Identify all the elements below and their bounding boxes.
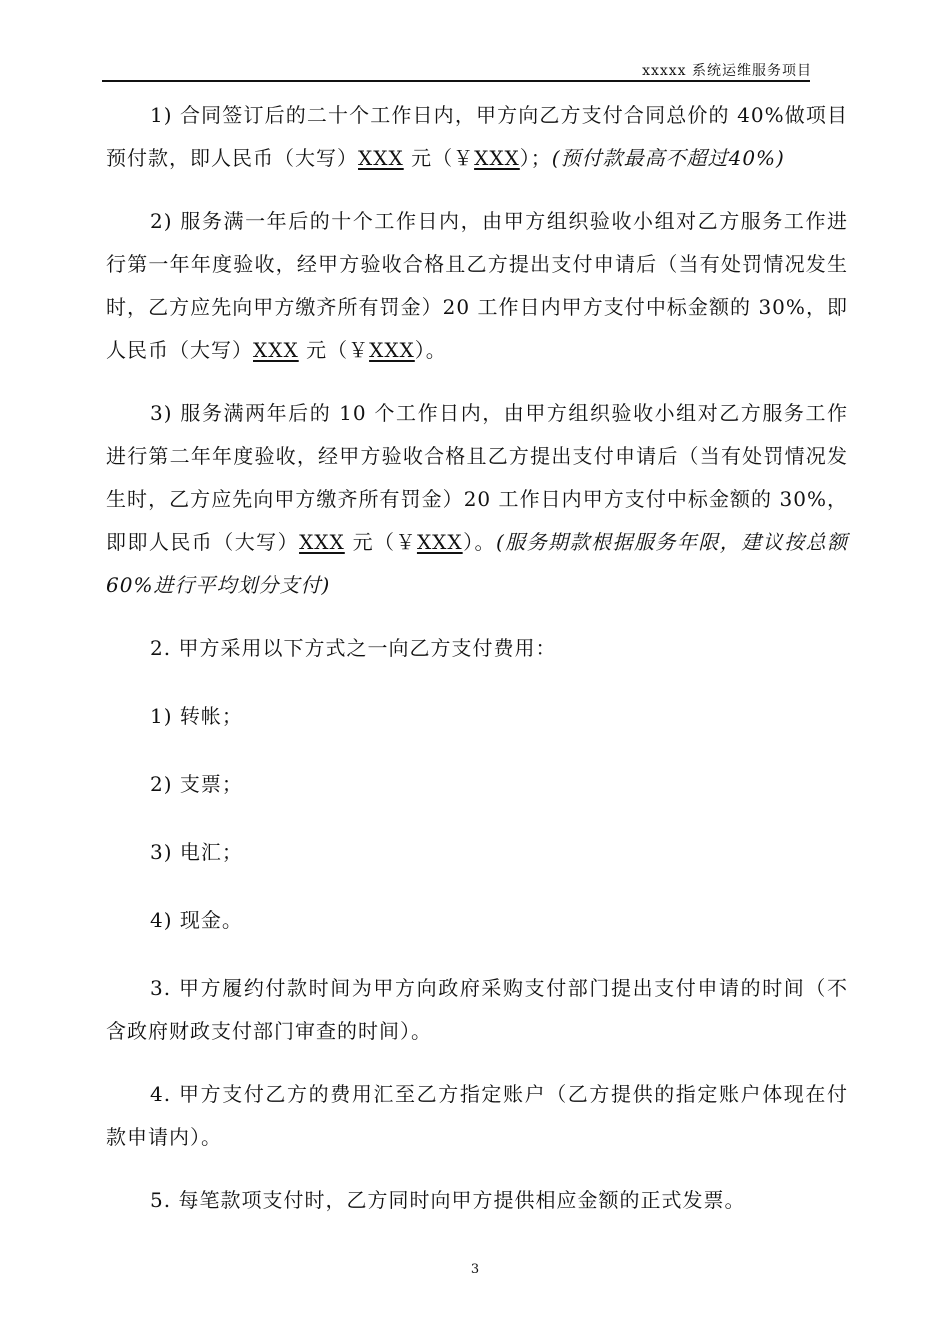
clause-3: 3. 甲方履约付款时间为甲方向政府采购支付部门提出支付申请的时间（不含政府财政支付部门审查的时间）。 — [106, 976, 848, 1043]
punctuation: ）； — [519, 146, 552, 170]
currency-text: 元（￥ — [298, 338, 370, 362]
amount-figures-1: XXX — [474, 146, 520, 170]
amount-words-3: XXX — [299, 530, 345, 554]
amount-words-2: XXX — [253, 338, 299, 362]
payment-method-item: 4) 现金。 — [150, 908, 243, 932]
header-rule — [102, 80, 810, 82]
payment-item-2 — [106, 200, 848, 372]
payment-note-1: (预付款最高不超过40%) — [551, 146, 785, 170]
payment-item-1 — [106, 94, 848, 180]
payment-method-item: 1) 转帐； — [150, 704, 243, 728]
payment-item-1-text: 1) 合同签订后的二十个工作日内，甲方向乙方支付合同总价的 40%做项目预付款，即人民币（大写） — [106, 103, 848, 170]
payment-method-item: 2) 支票； — [150, 772, 243, 796]
punctuation: ）。 — [462, 530, 497, 554]
payment-item-3-text: 3) 服务满两年后的 10 个工作日内，由甲方组织验收小组对乙方服务工作进行第二年年度验收，经甲方验收合格且乙方提出支付申请后（当有处罚情况发生时，乙方应先向甲方缴齐所有罚金）20 工作日内甲方支付中标金额的 30%，即即人民币（大写） — [106, 401, 848, 554]
amount-words-1: XXX — [358, 146, 404, 170]
payment-note-3: (服务期款根据服务年限，建议按总额60%进行平均划分支付) — [106, 530, 849, 597]
amount-figures-3: XXX — [416, 530, 463, 554]
payment-method-item: 3) 电汇； — [150, 840, 243, 864]
currency-text: 元（￥ — [344, 530, 417, 554]
payment-item-2-text: 2) 服务满一年后的十个工作日内，由甲方组织验收小组对乙方服务工作进行第一年年度验收，经甲方验收合格且乙方提出支付申请后（当有处罚情况发生时，乙方应先向甲方缴齐所有罚金）20 工作日内甲方支付中标金额的 30%，即人民币（大写） — [106, 209, 848, 362]
currency-text: 元（￥ — [403, 146, 475, 170]
clause-5: 5. 每笔款项支付时，乙方同时向甲方提供相应金额的正式发票。 — [150, 1188, 746, 1212]
header-title: xxxxx 系统运维服务项目 — [642, 63, 812, 79]
payment-item-3 — [106, 392, 848, 607]
document-body — [106, 94, 848, 1242]
payment-methods-intro: 2. 甲方采用以下方式之一向乙方支付费用： — [150, 636, 557, 660]
amount-figures-2: XXX — [369, 338, 415, 362]
clause-4: 4. 甲方支付乙方的费用汇至乙方指定账户（乙方提供的指定账户体现在付款申请内）。 — [106, 1082, 848, 1149]
punctuation: ）。 — [414, 338, 447, 362]
page-number: 3 — [470, 1262, 480, 1277]
